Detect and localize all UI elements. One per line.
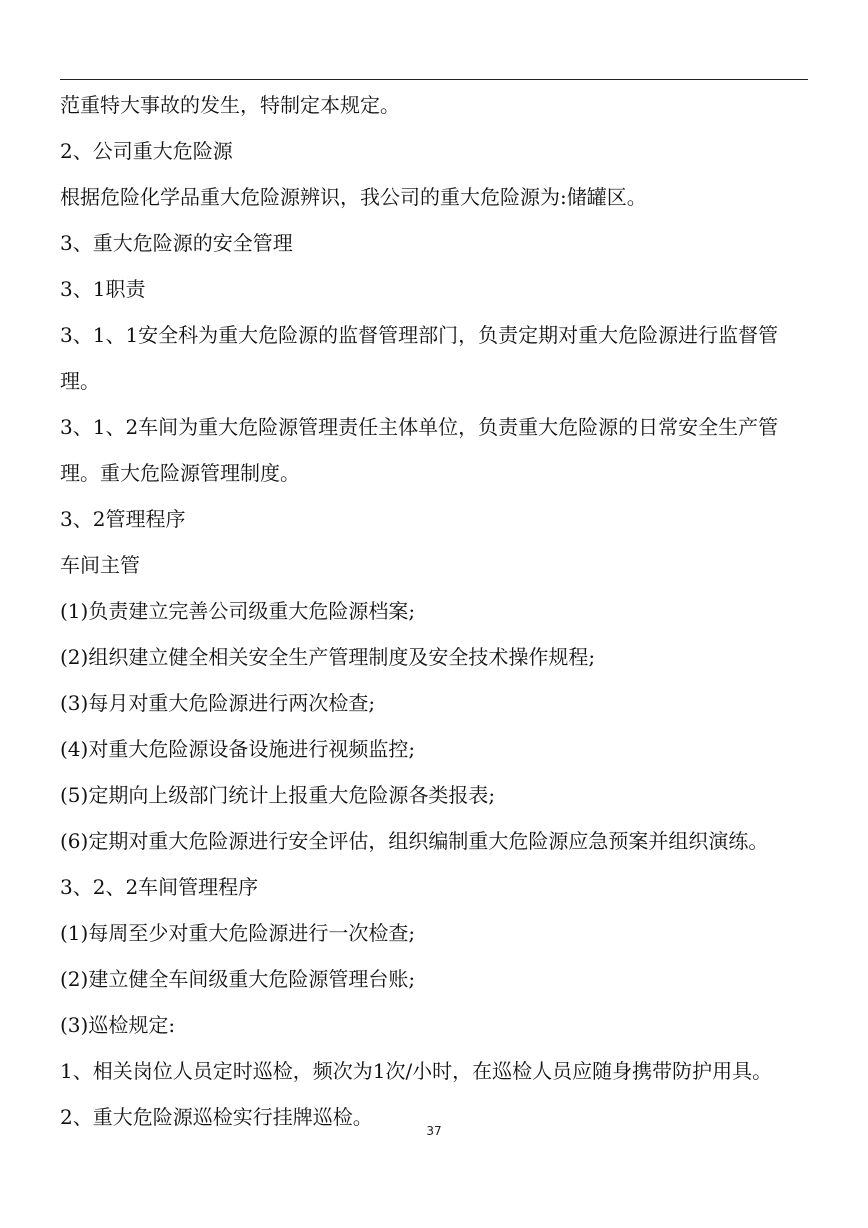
header-rule [60, 79, 808, 80]
subsection-heading: 3、2、2车间管理程序 [60, 875, 259, 899]
list-item: (6)定期对重大危险源进行安全评估，组织编制重大危险源应急预案并组织演练。 [60, 829, 769, 853]
list-item: (5)定期向上级部门统计上报重大危险源各类报表; [60, 783, 496, 807]
text-line: 3、1、1安全科为重大危险源的监督管理部门，负责定期对重大危险源进行监督管 [60, 323, 779, 347]
text-line: 理。重大危险源管理制度。 [60, 461, 300, 485]
page-number: 37 [426, 1124, 442, 1138]
list-item: (2)建立健全车间级重大危险源管理台账; [60, 967, 416, 991]
section-heading: 3、重大危险源的安全管理 [60, 231, 293, 255]
list-item: 1、相关岗位人员定时巡检，频次为1次/小时，在巡检人员应随身携带防护用具。 [60, 1059, 773, 1083]
list-item: (2)组织建立健全相关安全生产管理制度及安全技术操作规程; [60, 645, 596, 669]
subsection-heading: 3、2管理程序 [60, 507, 186, 531]
document-body [60, 82, 820, 1140]
list-item: (1)每周至少对重大危险源进行一次检查; [60, 921, 416, 945]
text-line: 3、1、2车间为重大危险源管理责任主体单位，负责重大危险源的日常安全生产管 [60, 415, 779, 439]
list-item: (1)负责建立完善公司级重大危险源档案; [60, 599, 416, 623]
list-item: (4)对重大危险源设备设施进行视频监控; [60, 737, 416, 761]
text-line: 车间主管 [60, 553, 140, 577]
text-line: 理。 [60, 369, 100, 393]
text-line: 根据危险化学品重大危险源辨识，我公司的重大危险源为:储罐区。 [60, 185, 647, 209]
list-item: 2、重大危险源巡检实行挂牌巡检。 [60, 1105, 373, 1129]
section-heading: 2、公司重大危险源 [60, 139, 233, 163]
subsection-heading: 3、1职责 [60, 277, 146, 301]
text-line: 范重特大事故的发生，特制定本规定。 [60, 93, 400, 117]
list-item: (3)巡检规定: [60, 1013, 176, 1037]
list-item: (3)每月对重大危险源进行两次检查; [60, 691, 376, 715]
